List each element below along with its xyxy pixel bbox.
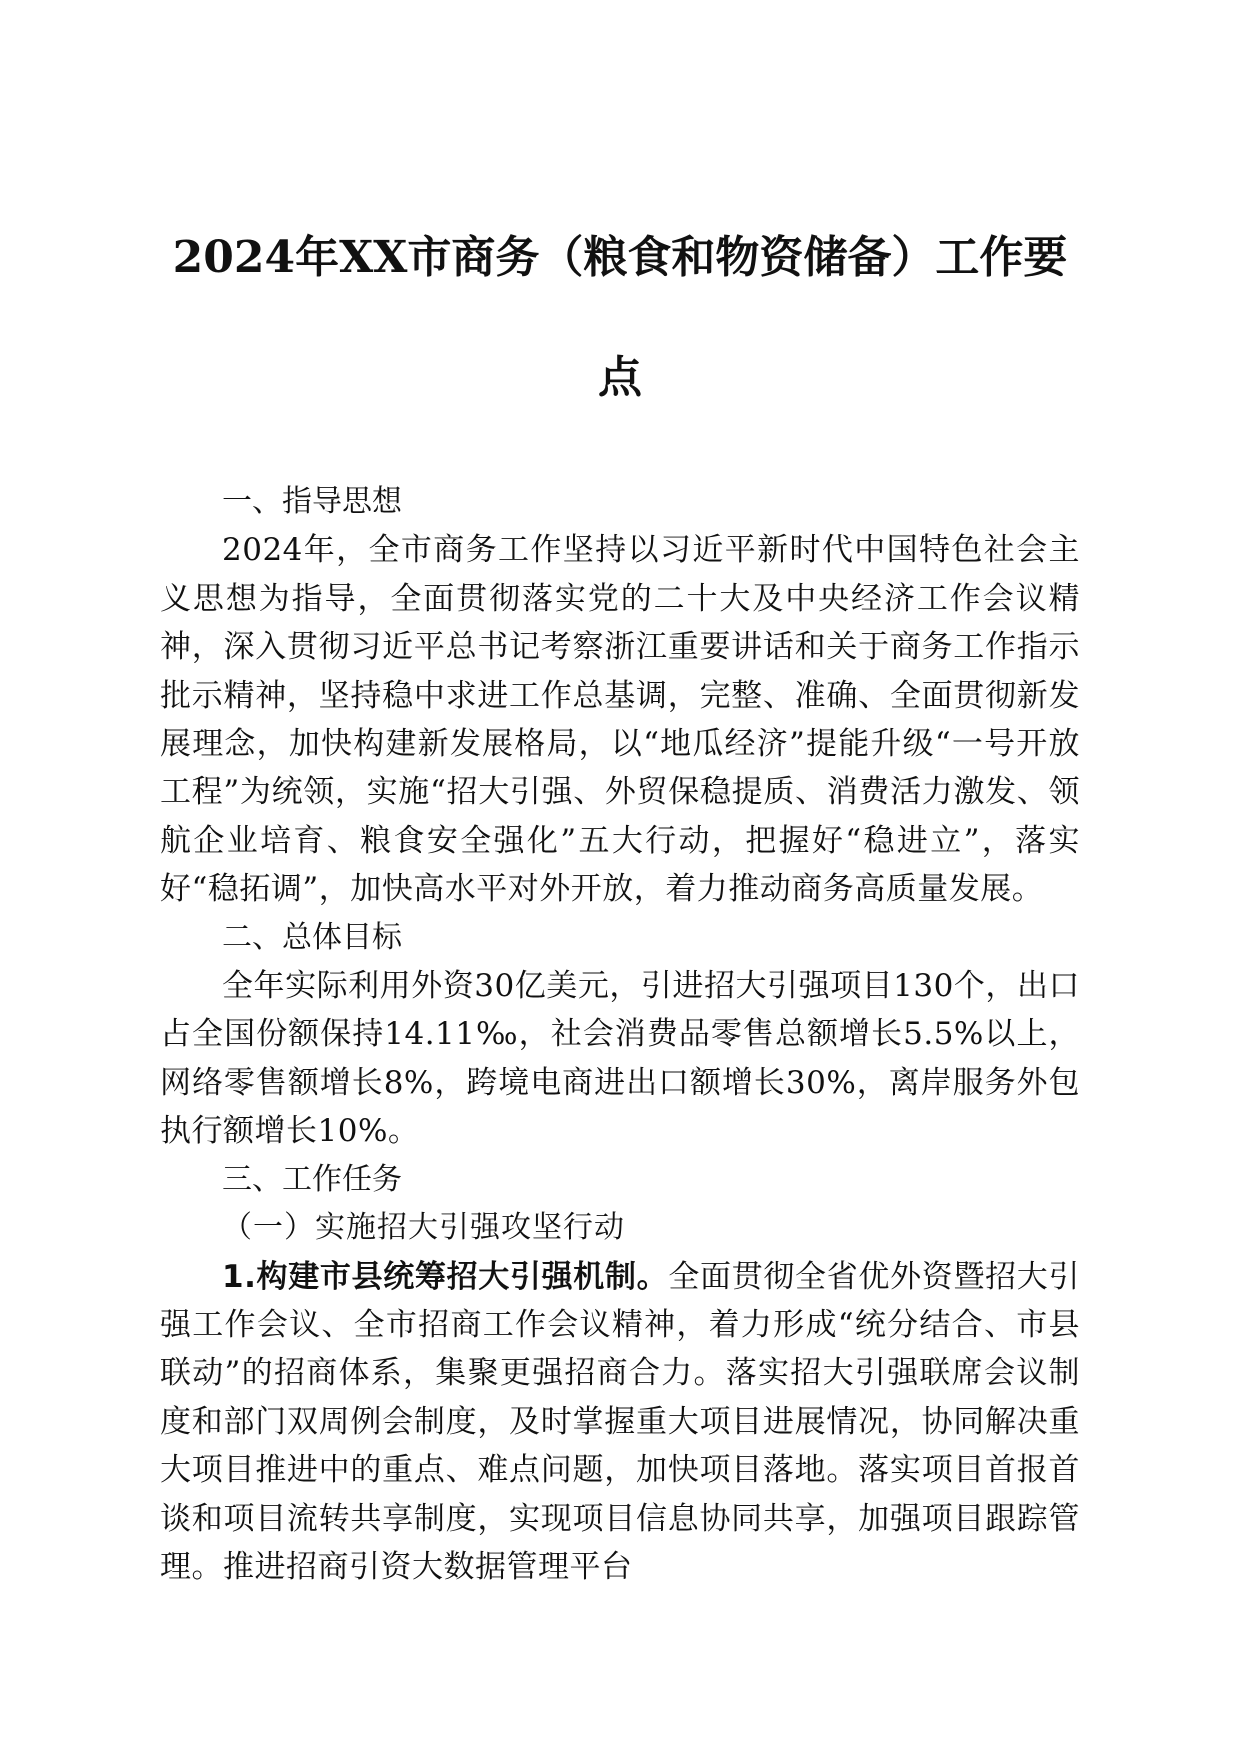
document-body [160, 478, 1080, 1591]
document-title-line-1: 2024年XX市商务（粮食和物资储备）工作要 [172, 232, 1068, 283]
paragraph-task-1-item-1 [160, 1253, 1080, 1592]
paragraph-overall-goals: 全年实际利用外资30亿美元，引进招大引强项目130个，出口占全国份额保持14.11‰，社会消费品零售总额增长5.5%以上，网络零售额增长8%，跨境电商进出口额增长30%，离岸服务外包执行额增长10%。 [160, 968, 1080, 1150]
section-heading-work-tasks: 三、工作任务 [222, 1161, 402, 1197]
paragraph-guiding-thought: 2024年，全市商务工作坚持以习近平新时代中国特色社会主义思想为指导，全面贯彻落实党的二十大及中央经济工作会议精神，深入贯彻习近平总书记考察浙江重要讲话和关于商务工作指示批示精神，坚持稳中求进工作总基调，完整、准确、全面贯彻新发展理念，加快构建新发展格局，以“地瓜经济”提能升级“一号开放工程”为统领，实施“招大引强、外贸保稳提质、消费活力激发、领航企业培育、粮食安全强化”五大行动，把握好“稳进立”，落实好“稳拓调”，加快高水平对外开放，着力推动商务高质量发展。 [160, 532, 1080, 908]
item-body-text: 全面贯彻全省优外资暨招大引强工作会议、全市招商工作会议精神，着力形成“统分结合、市县联动”的招商体系，集聚更强招商合力。落实招大引强联席会议制度和部门双周例会制度，及时掌握重大项目进展情况，协同解决重大项目推进中的重点、难点问题，加快项目落地。落实项目首报首谈和项目流转共享制度，实现项目信息协同共享，加强项目跟踪管理。推进招商引资大数据管理平台 [160, 1258, 1080, 1585]
section-heading-overall-goals: 二、总体目标 [222, 919, 402, 955]
document-title-line-2: 点 [598, 352, 642, 403]
item-lead-text: 1.构建市县统筹招大引强机制。 [222, 1258, 669, 1295]
section-heading-guiding-thought: 一、指导思想 [222, 484, 402, 519]
subheading-task-1: （一）实施招大引强攻坚行动 [222, 1210, 625, 1246]
